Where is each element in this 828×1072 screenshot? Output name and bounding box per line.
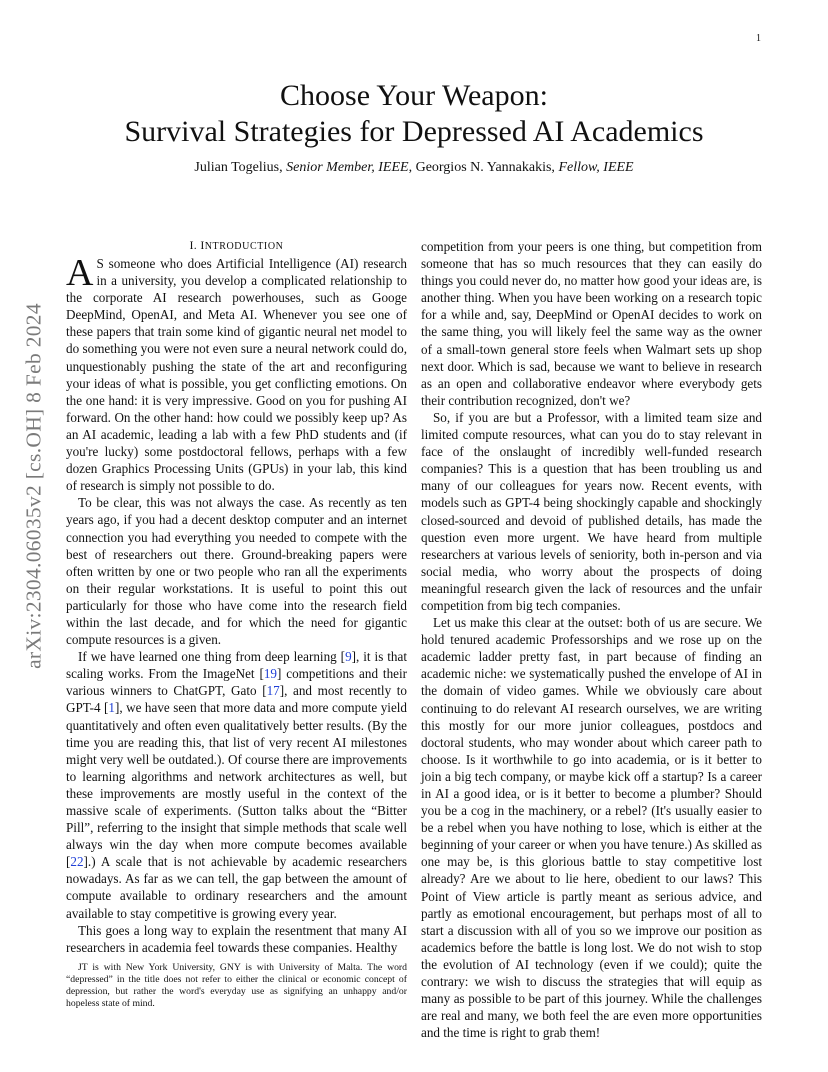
citation-link[interactable]: 1 bbox=[108, 700, 115, 716]
drop-cap-letter: A bbox=[66, 252, 94, 294]
paragraph-text: If we have learned one thing from deep learning [ bbox=[78, 649, 346, 665]
intro-paragraph-1-text: S someone who does Artificial Intelligence (AI) research in a university, you develop a complicated relationship to the corporate AI research powerhouses, such as Googe DeepMind, OpenAI, and Meta AI. Whenever you see one of these papers that train some kind of gigantic neural net model to do something you were not even sure a neural network could do, unquestionably pushing the state of the art and reconfiguring your ideas of what is possible, you get conflicting emotions. On the one hand: it is very impressive. Good on you for pushing AI forward. On the other hand: how could we possibly keep up? As an AI academic, leading a lab with a few PhD students and (if you're lucky) some postdoctoral fellows, perhaps with a few dozen Graphics Processing Units (GPUs) in your lab, this kind of research is simply not possible to do. bbox=[66, 256, 407, 494]
paragraph-text: ], we have seen that more data and more compute yield quantitatively and often even qualitatively better results. (By the time you are reading this, that list of very recent AI milestones might very well be outdated.). Of course there are improvements to learning algorithms and network architectures as well, but these improvements are mostly useful in the context of the massive scale of experiments. (Sutton talks about the “Bitter Pill”, referring to the insight that simple methods that scale well always win the day when more compute becomes available [ bbox=[66, 700, 407, 870]
affiliation-footnote: JT is with New York University, GNY is with University of Malta. The word “depressed” in the title does not refer to either the clinical or economic concept of depression, but rather the word's everyday use as signifying an unhappy and/or hopeless state of mind. bbox=[66, 962, 407, 1009]
intro-paragraph-3 bbox=[66, 648, 407, 922]
arxiv-sidebar-stamp bbox=[17, 291, 51, 681]
section-numeral: I. bbox=[189, 238, 201, 252]
paragraph-text: ], it is that scaling works. From the ImageNet [ bbox=[66, 649, 407, 682]
intro-paragraph-6: So, if you are but a Professor, with a limited team size and limited compute resources, what can you do to stay relevant in face of the onslaught of incredibly well-funded research companies? This is a question that has been troubling us and many of our colleagues for years now. Recent events, with models such as GPT-4 being shockingly capable and shockingly closed-sourced and devoid of published details, has made the question even more urgent. We have heard from multiple researchers at various levels of seniority, both in-person and via social media, who worry about the prospects of doing meaningful research given the lack of resources and the unfair competition from big tech companies. bbox=[421, 409, 762, 613]
intro-paragraph-4: This goes a long way to explain the resentment that many AI researchers in academia feel towards these companies. Healthy bbox=[66, 922, 407, 955]
citation-link[interactable]: 17 bbox=[266, 683, 280, 699]
citation-link[interactable]: 19 bbox=[263, 666, 277, 682]
section-heading-introduction bbox=[66, 238, 407, 255]
author-list bbox=[60, 159, 768, 177]
section-title-initial: I bbox=[200, 238, 205, 252]
paper-title-line-2: Survival Strategies for Depressed AI Academics bbox=[124, 115, 704, 148]
author-1-role: Senior Member, IEEE bbox=[286, 160, 409, 175]
citation-link[interactable]: 9 bbox=[345, 649, 352, 665]
paragraph-text: ] competitions and their various winners to ChatGPT, Gato [ bbox=[66, 666, 407, 699]
intro-paragraph-5: competition from your peers is one thing, but competition from someone that has so much resources that they can easily do things you could never do, no matter how good your ideas are, is another thing. When you have been working on a research topic for a while and, say, DeepMind or OpenAI decides to work on the same thing, you will likely feel the same way as the owner of a small-town general store feels when Walmart sets up shop next door. Which is sad, because we want to believe in research as an open and collaborative endeavor where everybody gets their contribution recognized, don't we? bbox=[421, 239, 762, 408]
left-column bbox=[66, 238, 407, 956]
author-1-name: Julian Togelius, bbox=[194, 160, 283, 175]
paper-title-line-1: Choose Your Weapon: bbox=[280, 79, 548, 112]
right-column bbox=[421, 238, 762, 1041]
citation-link[interactable]: 22 bbox=[70, 854, 84, 870]
author-2-role: Fellow, IEEE bbox=[558, 160, 634, 175]
page-number: 1 bbox=[756, 33, 761, 44]
intro-paragraph-7: Let us make this clear at the outset: both of us are secure. We hold tenured academic Professorships and we rose up on the academic ladder pretty fast, in part because of finding an academic niche: we systematically pushed the envelope of AI in the domain of video games. While we obviously care about continuing to do relevant AI research ourselves, we are writing this mostly for our more junior colleagues, postdocs and doctoral students, who may wonder about which career path to choose. Is it worthwhile to go into academia, or is it better to join a big tech company, or maybe kick off a startup? Is a career in AI a good idea, or is it better to become a plumber? Should you be a cog in the machinery, or a rebel? (It's usually easier to be a rebel when you have nothing to lose, which is either at the beginning of your career or when you have tenure.) As skilled as one may be, is this glorious battle to stay competitive lost already? Are we about to lie here, obedient to our laws? This Point of View article is partly meant as serious advice, and partly as emotional encouragement, but perhaps most of all to start a discussion with all of you so we improve our position as academics before the battle is long lost. We do not wish to stop the evolution of AI technology (even if we could); quite the contrary: we wish to discuss the strategies that will equip as many as possible to be part of this journey. While the challenges are real and many, we both feel the are even more opportunities and the time is right to grab them! bbox=[421, 615, 762, 1041]
arxiv-identifier: arXiv:2304.06035v2 [cs.OH] 8 Feb 2024 bbox=[21, 303, 46, 669]
author-2-name: , Georgios N. Yannakakis, bbox=[408, 160, 555, 175]
paragraph-text: ], and most recently to GPT-4 [ bbox=[66, 683, 407, 716]
intro-paragraph-1 bbox=[66, 252, 407, 494]
intro-paragraph-2: To be clear, this was not always the case. As recently as ten years ago, if you had a decent desktop computer and an internet connection you had everything you needed to compete with the best of researchers out there. Ground-breaking papers were often written by one or two people who ran all the experiments on their regular workstations. It is useful to point this out particularly for those who have come into the research field within the last decade, and for which the need for gigantic compute resources is a given. bbox=[66, 495, 407, 648]
section-title-rest: NTRODUCTION bbox=[204, 241, 284, 252]
paragraph-text: ].) A scale that is not achievable by academic researchers nowadays. As far as we can tell, the gap between the amount of compute available to ordinary researchers and the amount available to stay competitive is growing every year. bbox=[66, 854, 407, 921]
